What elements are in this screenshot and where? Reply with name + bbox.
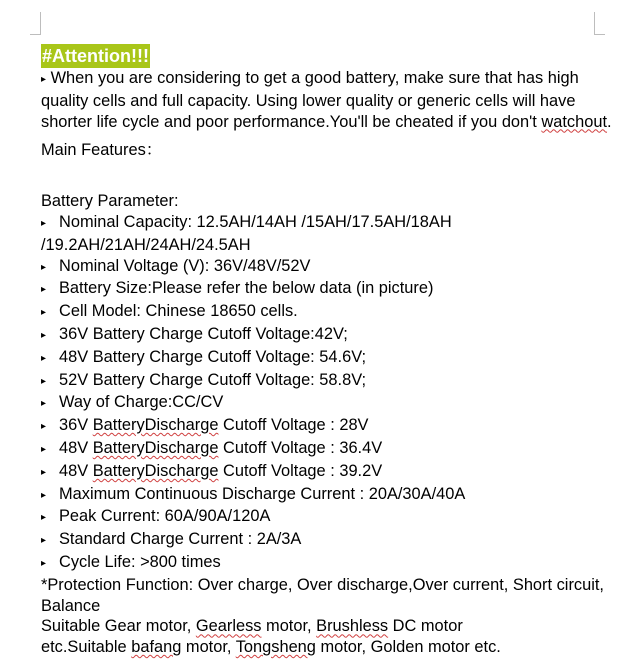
spellcheck-word: bafang (131, 638, 182, 657)
bullet-icon: ▸ (41, 443, 47, 455)
bullet-icon: ▸ (41, 421, 47, 433)
bullet-icon: ▸ (41, 74, 47, 85)
param-36v-charge-cutoff: ▸ 36V Battery Charge Cutoff Voltage:42V; (41, 324, 621, 347)
spellcheck-word: watchout (541, 112, 608, 131)
param-nominal-capacity-cont: /19.2AH/21AH/24AH/24.5AH (41, 235, 251, 254)
spellcheck-word: BatteryDischarge (92, 416, 219, 435)
suitable-motors: Suitable Gear motor, Gearless motor, Brushless DC motor etc.Suitable bafang motor, Tongsheng motor, Golden motor etc. (41, 617, 501, 657)
param-standard-charge-current: ▸ Standard Charge Current : 2A/3A (41, 529, 621, 552)
bullet-icon: ▸ (41, 398, 47, 410)
crop-mark-left (30, 12, 41, 35)
param-nominal-voltage: ▸ Nominal Voltage (V): 36V/48V/52V (41, 256, 621, 279)
bullet-icon: ▸ (41, 466, 47, 478)
bullet-icon: ▸ (41, 217, 47, 229)
spellcheck-word: Brushless (316, 617, 389, 636)
protection-function: *Protection Function: Over charge, Over discharge,Over current, Short circuit, Balance (41, 575, 604, 615)
bullet-icon: ▸ (41, 557, 47, 569)
param-cell-model: ▸ Cell Model: Chinese 18650 cells. (41, 301, 621, 324)
param-cycle-life: ▸ Cycle Life: >800 times (41, 552, 621, 575)
heading-row (41, 44, 621, 68)
bullet-icon: ▸ (41, 329, 47, 341)
param-way-of-charge: ▸ Way of Charge:CC/CV (41, 392, 621, 415)
spacer (41, 161, 621, 191)
param-peak-current: ▸ Peak Current: 60A/90A/120A (41, 506, 621, 529)
battery-parameter-label: Battery Parameter: (41, 192, 179, 211)
spellcheck-word: Tongsheng (235, 638, 316, 657)
bullet-icon: ▸ (41, 352, 47, 364)
attention-heading: #Attention!!! (42, 46, 149, 66)
bullet-icon: ▸ (41, 307, 47, 319)
bullet-icon: ▸ (41, 261, 47, 273)
param-52v-charge-cutoff: ▸ 52V Battery Charge Cutoff Voltage: 58.8V; (41, 370, 621, 393)
bullet-icon: ▸ (41, 375, 47, 387)
param-max-continuous-discharge: ▸ Maximum Continuous Discharge Current : 20A/30A/40A (41, 484, 621, 507)
param-nominal-capacity: ▸ Nominal Capacity: 12.5AH/14AH /15AH/17.5AH/18AH (41, 212, 621, 235)
crop-mark-right (594, 12, 605, 35)
bullet-icon: ▸ (41, 512, 47, 524)
spellcheck-word: Gearless (195, 617, 262, 636)
param-battery-size: ▸ Battery Size:Please refer the below data (in picture) (41, 278, 621, 301)
spellcheck-word: BatteryDischarge (92, 438, 219, 457)
param-36v-discharge-cutoff: ▸ 36V BatteryDischarge Cutoff Voltage : 28V (41, 415, 621, 438)
bullet-icon: ▸ (41, 284, 47, 296)
document-page (41, 44, 621, 658)
bullet-icon: ▸ (41, 489, 47, 501)
bullet-icon: ▸ (41, 535, 47, 547)
param-48v-charge-cutoff: ▸ 48V Battery Charge Cutoff Voltage: 54.6V; (41, 347, 621, 370)
main-features-label: Main Features： (41, 141, 163, 160)
intro-paragraph: ▸ When you are considering to get a good battery, make sure that has high quality cells and full capacity. Using lower quality or generic cells will have shorter life cycle and poor performance.You'll be cheated if you don't watchout. (41, 69, 612, 131)
spacer (41, 132, 621, 140)
param-48v-discharge-cutoff-2: ▸ 48V BatteryDischarge Cutoff Voltage : 39.2V (41, 461, 621, 484)
spellcheck-word: BatteryDischarge (92, 461, 219, 480)
param-48v-discharge-cutoff: ▸ 48V BatteryDischarge Cutoff Voltage : 36.4V (41, 438, 621, 461)
